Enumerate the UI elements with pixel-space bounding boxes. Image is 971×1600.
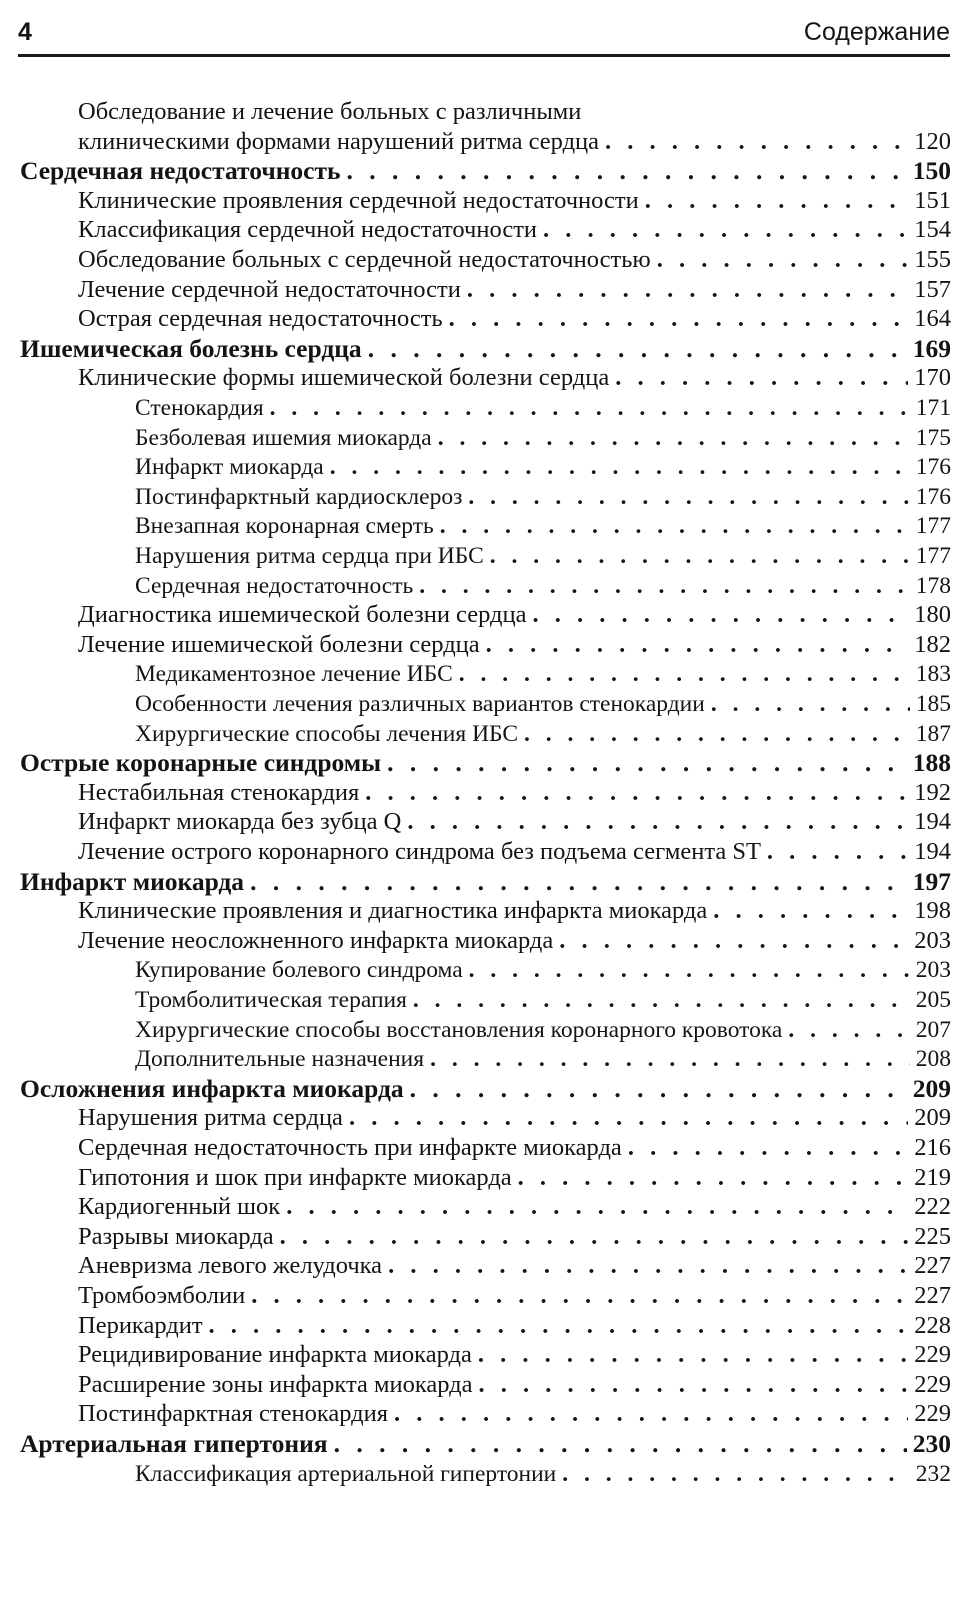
toc-entry-page: 150 [912, 156, 951, 186]
toc-subsection [135, 422, 951, 454]
toc-entry-title: Аневризма левого желудочка [78, 1252, 383, 1280]
toc-entry-page: 209 [914, 1104, 951, 1132]
toc-section [78, 274, 951, 306]
toc-entry-page: 216 [914, 1134, 951, 1161]
toc-entry-title: Сердечная недостаточность [135, 572, 414, 599]
dot-leader [286, 1191, 908, 1223]
toc-entry-title: Перикардит [78, 1311, 203, 1339]
toc-entry-title: Внезапная коронарная смерть [135, 513, 434, 540]
toc-entry-title: Острая сердечная недостаточность [78, 305, 443, 333]
toc-section [78, 836, 951, 868]
dot-leader [270, 392, 910, 424]
toc-entry-title: Тромболитическая терапия [135, 987, 407, 1013]
toc-entry-page: 169 [912, 333, 951, 363]
toc-entry-title: Разрывы миокарда [78, 1222, 274, 1250]
dot-leader [767, 836, 908, 868]
toc-section [78, 1250, 951, 1282]
toc-entry-title: Артериальная гипертония [20, 1429, 328, 1458]
dot-leader [468, 481, 909, 513]
toc-entry-page: 203 [915, 957, 951, 984]
toc-chapter [20, 155, 951, 187]
toc-subsection [135, 451, 951, 483]
toc-entry-page: 194 [914, 838, 951, 865]
toc-section [78, 1339, 951, 1371]
toc-chapter [20, 1428, 951, 1460]
toc-entry-title: Рецидивирование инфаркта миокарда [78, 1341, 472, 1369]
dot-leader [250, 866, 907, 898]
toc-entry-title: Тромбоэмболии [78, 1282, 246, 1309]
dot-leader [410, 1073, 907, 1105]
toc-entry-title: Нарушения ритма сердца при ИБС [135, 543, 484, 569]
dot-leader [209, 1310, 909, 1342]
toc-entry-title: Клинические проявления сердечной недостаточности [78, 186, 639, 214]
toc-entry-page: 175 [915, 424, 951, 451]
toc-entry-title: Медикаментозное лечение ИБС [135, 661, 453, 688]
toc-entry-title: Лечение сердечной недостаточности [78, 275, 461, 303]
toc-entry-page: 207 [915, 1016, 951, 1043]
toc-entry-title: Гипотония и шок при инфаркте миокарда [78, 1163, 512, 1191]
dot-leader [479, 1369, 909, 1401]
dot-leader [562, 1458, 909, 1490]
toc-section [78, 1191, 951, 1223]
dot-leader [330, 451, 910, 483]
dot-leader [532, 599, 908, 631]
dot-leader [524, 718, 910, 750]
toc-entry-page: 197 [912, 866, 951, 896]
toc-entry-title: Сердечная недостаточность при инфаркте миокарда [78, 1134, 622, 1161]
toc-section [78, 96, 951, 128]
toc-entry-page: 154 [914, 216, 951, 244]
dot-leader [365, 777, 908, 809]
toc-entry-page: 176 [915, 483, 951, 510]
dot-leader [449, 303, 909, 335]
toc-entry-page: 225 [914, 1222, 951, 1250]
dot-leader [387, 747, 907, 779]
toc-entry-page: 178 [915, 572, 951, 599]
toc-entry-title: Клинические проявления и диагностика инфаркта миокарда [78, 897, 708, 925]
toc-subsection [135, 1043, 951, 1075]
toc-section [78, 126, 951, 158]
toc-subsection [135, 658, 951, 690]
dot-leader [368, 333, 907, 365]
toc-entry-page: 151 [914, 186, 951, 214]
toc-entry-page: 192 [914, 778, 951, 806]
toc-entry-title: Купирование болевого синдрома [135, 957, 463, 984]
toc-entry-page: 229 [914, 1400, 951, 1428]
dot-leader [605, 126, 908, 158]
toc-section [78, 1162, 951, 1194]
toc-entry-page: 208 [915, 1046, 951, 1073]
toc-entry-page: 164 [914, 305, 951, 333]
toc-section [78, 1398, 951, 1430]
toc-entry-page: 185 [915, 691, 951, 717]
toc-entry-page: 227 [914, 1282, 951, 1309]
toc-entry-title: Хирургические способы восстановления коронарного кровотока [135, 1016, 783, 1043]
dot-leader [628, 1132, 908, 1164]
dot-leader [251, 1280, 908, 1312]
dot-leader [645, 185, 909, 217]
toc-entry-title: Постинфарктная стенокардия [78, 1400, 389, 1428]
toc-entry-page: 157 [914, 275, 951, 303]
toc-section [78, 1221, 951, 1253]
toc-entry-page: 230 [912, 1429, 951, 1458]
toc-section [78, 1132, 951, 1164]
toc-entry-page: 177 [915, 543, 951, 569]
dot-leader [419, 570, 910, 602]
toc-chapter [20, 333, 951, 365]
dot-leader [490, 540, 910, 572]
toc-entry-title: клиническими формами нарушений ритма сердца [78, 127, 600, 155]
toc-subsection [135, 392, 951, 424]
dot-leader [788, 1014, 909, 1046]
dot-leader [430, 1043, 910, 1075]
dot-leader [486, 629, 909, 661]
toc-entry-title: Нарушения ритма сердца [78, 1104, 343, 1132]
dot-leader [280, 1221, 909, 1253]
toc-entry-page: 219 [914, 1163, 951, 1191]
toc-section [78, 895, 951, 927]
toc-entry-page: 229 [914, 1370, 951, 1398]
toc-section [78, 599, 951, 631]
toc-section [78, 1310, 951, 1342]
toc-entry-page: 198 [914, 897, 951, 925]
dot-leader [438, 422, 910, 454]
toc-entry-page: 155 [914, 246, 951, 273]
toc-section [78, 362, 951, 394]
dot-leader [394, 1398, 908, 1430]
toc-subsection [135, 540, 951, 572]
toc-entry-title: Осложнения инфаркта миокарда [20, 1073, 404, 1103]
toc-entry-title: Расширение зоны инфаркта миокарда [78, 1370, 473, 1398]
dot-leader [467, 274, 908, 306]
toc-section [78, 1369, 951, 1401]
toc-entry-title: Постинфарктный кардиосклероз [135, 483, 463, 510]
toc-entry-page: 188 [912, 748, 951, 778]
toc-subsection [135, 984, 951, 1016]
toc-subsection [135, 1014, 951, 1046]
toc-entry-page: 209 [912, 1073, 951, 1103]
dot-leader [711, 688, 910, 720]
toc-entry-title: Нестабильная стенокардия [78, 778, 360, 806]
toc-section [78, 214, 951, 246]
toc-subsection [135, 481, 951, 513]
toc-chapter [20, 1073, 951, 1105]
toc-entry-title: Диагностика ишемической болезни сердца [78, 601, 527, 629]
toc-subsection [135, 1458, 951, 1490]
dot-leader [518, 1162, 909, 1194]
toc-entry-page: 232 [915, 1460, 951, 1487]
dot-leader [713, 895, 908, 927]
dot-leader [346, 155, 906, 187]
toc-entry-title: Лечение острого коронарного синдрома без подъема сегмента ST [78, 838, 761, 865]
dot-leader [543, 214, 908, 246]
toc-subsection [135, 718, 951, 750]
toc-entry-page: 182 [914, 630, 951, 658]
dot-leader [407, 806, 908, 838]
toc-entry-title: Обследование и лечение больных с различными [78, 98, 582, 125]
toc-section [78, 806, 951, 838]
dot-leader [657, 244, 909, 276]
dot-leader [413, 984, 910, 1016]
dot-leader [469, 954, 910, 986]
toc-entry-page: 170 [914, 364, 951, 392]
toc-entry-page: 205 [915, 987, 951, 1013]
toc-entry-title: Безболевая ишемия миокарда [135, 424, 432, 451]
dot-leader [615, 362, 908, 394]
dot-leader [440, 510, 910, 542]
toc-entry-title: Сердечная недостаточность [20, 156, 341, 186]
toc-entry-title: Инфаркт миокарда без зубца Q [78, 808, 402, 836]
toc-entry-title: Обследование больных с сердечной недостаточностью [78, 246, 651, 273]
toc-subsection [135, 570, 951, 602]
toc-entry-title: Инфаркт миокарда [135, 454, 324, 481]
dot-leader [334, 1428, 907, 1460]
toc-section [78, 1280, 951, 1312]
page-number: 4 [18, 18, 32, 46]
toc-chapter [20, 866, 951, 898]
toc-entry-page: 203 [914, 926, 951, 954]
toc-entry-page: 176 [915, 454, 951, 481]
toc-entry-title: Кардиогенный шок [78, 1193, 281, 1221]
toc-entry-page: 229 [914, 1341, 951, 1369]
toc-entry-page: 187 [915, 720, 951, 747]
toc-entry-page: 171 [915, 395, 951, 421]
toc-entry-title: Стенокардия [135, 395, 264, 421]
toc-section [78, 303, 951, 335]
toc-section [78, 1102, 951, 1134]
toc-entry-page: 227 [914, 1252, 951, 1280]
toc-entry-page: 180 [914, 601, 951, 629]
toc-entry-page: 120 [914, 127, 951, 155]
dot-leader [459, 658, 910, 690]
dot-leader [478, 1339, 908, 1371]
toc-chapter [20, 747, 951, 779]
toc-section [78, 185, 951, 217]
toc-subsection [135, 688, 951, 720]
dot-leader [559, 925, 908, 957]
dot-leader [388, 1250, 908, 1282]
toc-entry-title: Классификация сердечной недостаточности [78, 216, 538, 244]
toc-entry-title: Клинические формы ишемической болезни сердца [78, 364, 610, 392]
toc-entry-title: Классификация артериальной гипертонии [135, 1460, 557, 1487]
toc-entry-title: Лечение неосложненного инфаркта миокарда [78, 926, 554, 954]
toc-entry-title: Лечение ишемической болезни сердца [78, 630, 480, 658]
toc-section [78, 925, 951, 957]
toc-subsection [135, 510, 951, 542]
dot-leader [349, 1102, 908, 1134]
toc-entry-title: Инфаркт миокарда [20, 866, 245, 896]
toc-entry-page: 228 [914, 1311, 951, 1339]
toc-entry-page: 177 [915, 513, 951, 540]
toc-entry-page: 222 [914, 1193, 951, 1221]
toc-section [78, 777, 951, 809]
toc-section [78, 629, 951, 661]
toc-entry-title: Дополнительные назначения [135, 1046, 425, 1073]
toc-entry-title: Хирургические способы лечения ИБС [135, 720, 519, 747]
toc-entry-title: Острые коронарные синдромы [20, 748, 382, 778]
toc-subsection [135, 954, 951, 986]
toc-entry-page: 183 [915, 661, 951, 688]
toc-entry-page: 194 [914, 808, 951, 836]
toc-entry-title: Особенности лечения различных вариантов стенокардии [135, 691, 705, 717]
running-title: Содержание [803, 18, 950, 46]
toc-section [78, 244, 951, 276]
toc-entry-title: Ишемическая болезнь сердца [20, 333, 362, 363]
